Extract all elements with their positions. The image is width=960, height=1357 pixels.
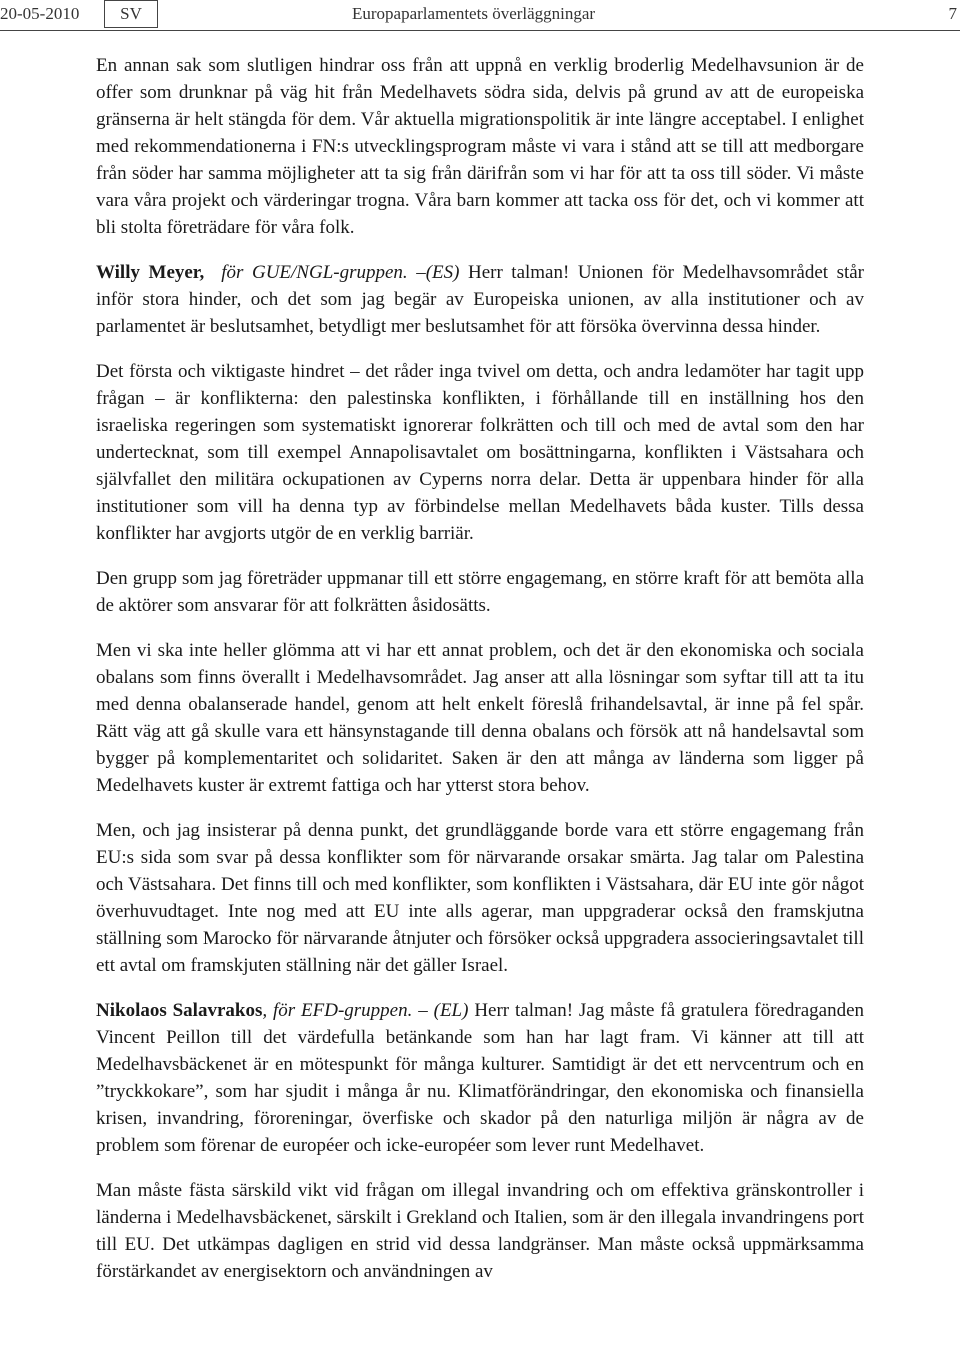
page-header xyxy=(0,0,960,31)
paragraph-1: En annan sak som slutligen hindrar oss från att uppnå en verklig broderlig Medelhavsunion är de offer som drunknar på väg hit från Medelhavets södra sida, delvis på grund av att de europeiska gränserna är helt stängda för dem. Vår aktuella migrationspolitik är inte längre acceptabel. I enlighet med rekommendationerna i FN:s utvecklingsprogram måste vi vara i stånd att se till att medborgare från söder har samma möjligheter att ta sig från därifrån som vi har för att ta oss till söder. Vi måste vara våra projekt och värderingar trogna. Våra barn kommer att tacka oss för det, och vi kommer att bli stolta företrädare för våra folk. xyxy=(96,55,864,238)
speaker-name: Nikolaos Salavrakos xyxy=(96,1000,263,1021)
paragraph-3: Det första och viktigaste hindret – det råder inga tvivel om detta, och andra ledamöter har tagit upp frågan – är konflikterna: den palestinska konflikten, i förhållande till en inställning hos den israeliska regeringen som systematiskt ignorerar folkrätten och till och med de avtal som den har undertecknat, som till exempel Annapolisavtalet om bosättningarna, konflikten i Västsahara och självfallet den militära ockupationen av Cyperns norra delar. Detta är uppenbara hinder för alla institutioner som vill ha denna typ av förbindelse mellan Medelhavets båda kuster. Tills dessa konflikter har avgjorts utgör de en verklig barriär. xyxy=(96,361,864,544)
speaker-name: Willy Meyer, xyxy=(96,262,205,283)
document-title: Europaparlamentets överläggningar xyxy=(352,4,596,23)
header-date: 20-05-2010 xyxy=(0,4,80,23)
speech-text: Herr talman! Unionen för Medelhavsområdet står inför stora hinder, och det som jag begär av Europeiska unionen, av alla institutioner och av parlamentet är beslutsamhet, betydligt mer beslutsamhet för att försöka övervinna dessa hinder. xyxy=(96,262,865,337)
language-code: (EL) xyxy=(433,1000,469,1021)
paragraph-6: Men, och jag insisterar på denna punkt, det grundläggande borde vara ett större engagemang från EU:s sida som svar på dessa konflikter som för närvarande orsakar smärta. Jag talar om Palestina och Västsahara. Det finns till och med konflikter, som konflikten i Västsahara, där EU inte gör något överhuvudtaget. Inte nog med att EU inte alls agerar, man uppgraderar också den framskjutna ställning som Marocko för närvarande åtnjuter och försöker också uppgradera associeringsavtalet till ett avtal om framskjuten ställning när det gäller Israel. xyxy=(96,820,864,976)
paragraph-8: Man måste fästa särskild vikt vid frågan om illegal invandring och om effektiva gränskontroller i länderna i Medelhavsbäckenet, särskilt i Grekland och Italien, som är den illegala invandringens port till EU. Det utkämpas dagligen en strid vid dessa landgränser. Man måste också uppmärksamma förstärkandet av energisektorn och användningen av xyxy=(96,1180,864,1282)
language-badge: SV xyxy=(104,0,158,28)
speech-text: Herr talman! Jag måste få gratulera föredraganden Vincent Peillon till det värdefulla betänkande som han har lagt fram. Vi känner att till att Medelhavsbäckenet är en mötespunkt för många kulturer. Samtidigt är det ett nervcentrum och en ”tryckkokare”, som har sjudit i många år nu. Klimatförändringar, den ekonomiska och finansiella krisen, invandring, föroreningar, överfiske och skador på den naturliga miljön är några av de problem som förenar de européer och icke-européer som lever runt Medelhavet. xyxy=(96,1000,865,1156)
paragraph-5: Men vi ska inte heller glömma att vi har ett annat problem, och det är den ekonomiska och sociala obalans som finns överallt i Medelhavsområdet. Jag anser att alla lösningar som syftar till att ta itu med denna obalanserade handel, genom att helt enkelt föreslå frihandelsavtal, är inne på fel spår. Rätt väg att gå skulle vara ett hänsynstagande till denna obalans och försök att nå handelsavtal som bygger på komplementaritet och solidaritet. Saken är den att många av länderna som ligger på Medelhavets kuster är extremt fattiga och har ytterst stora behov. xyxy=(96,640,864,796)
paragraph-4: Den grupp som jag företräder uppmanar till ett större engagemang, en större kraft för att bemöta alla de aktörer som ansvarar för att folkrätten åsidosätts. xyxy=(96,568,864,616)
speaker-group: för GUE/NGL-gruppen. xyxy=(221,262,408,283)
document-body xyxy=(96,52,864,1303)
paragraph-2-speech xyxy=(96,259,864,340)
page-number: 7 xyxy=(948,4,957,23)
paragraph-7-speech xyxy=(96,997,864,1159)
speaker-group: , för EFD-gruppen. xyxy=(262,1000,413,1021)
language-code: (ES) xyxy=(425,262,460,283)
speech-dash: – xyxy=(416,262,426,283)
speech-dash: – xyxy=(418,1000,428,1021)
